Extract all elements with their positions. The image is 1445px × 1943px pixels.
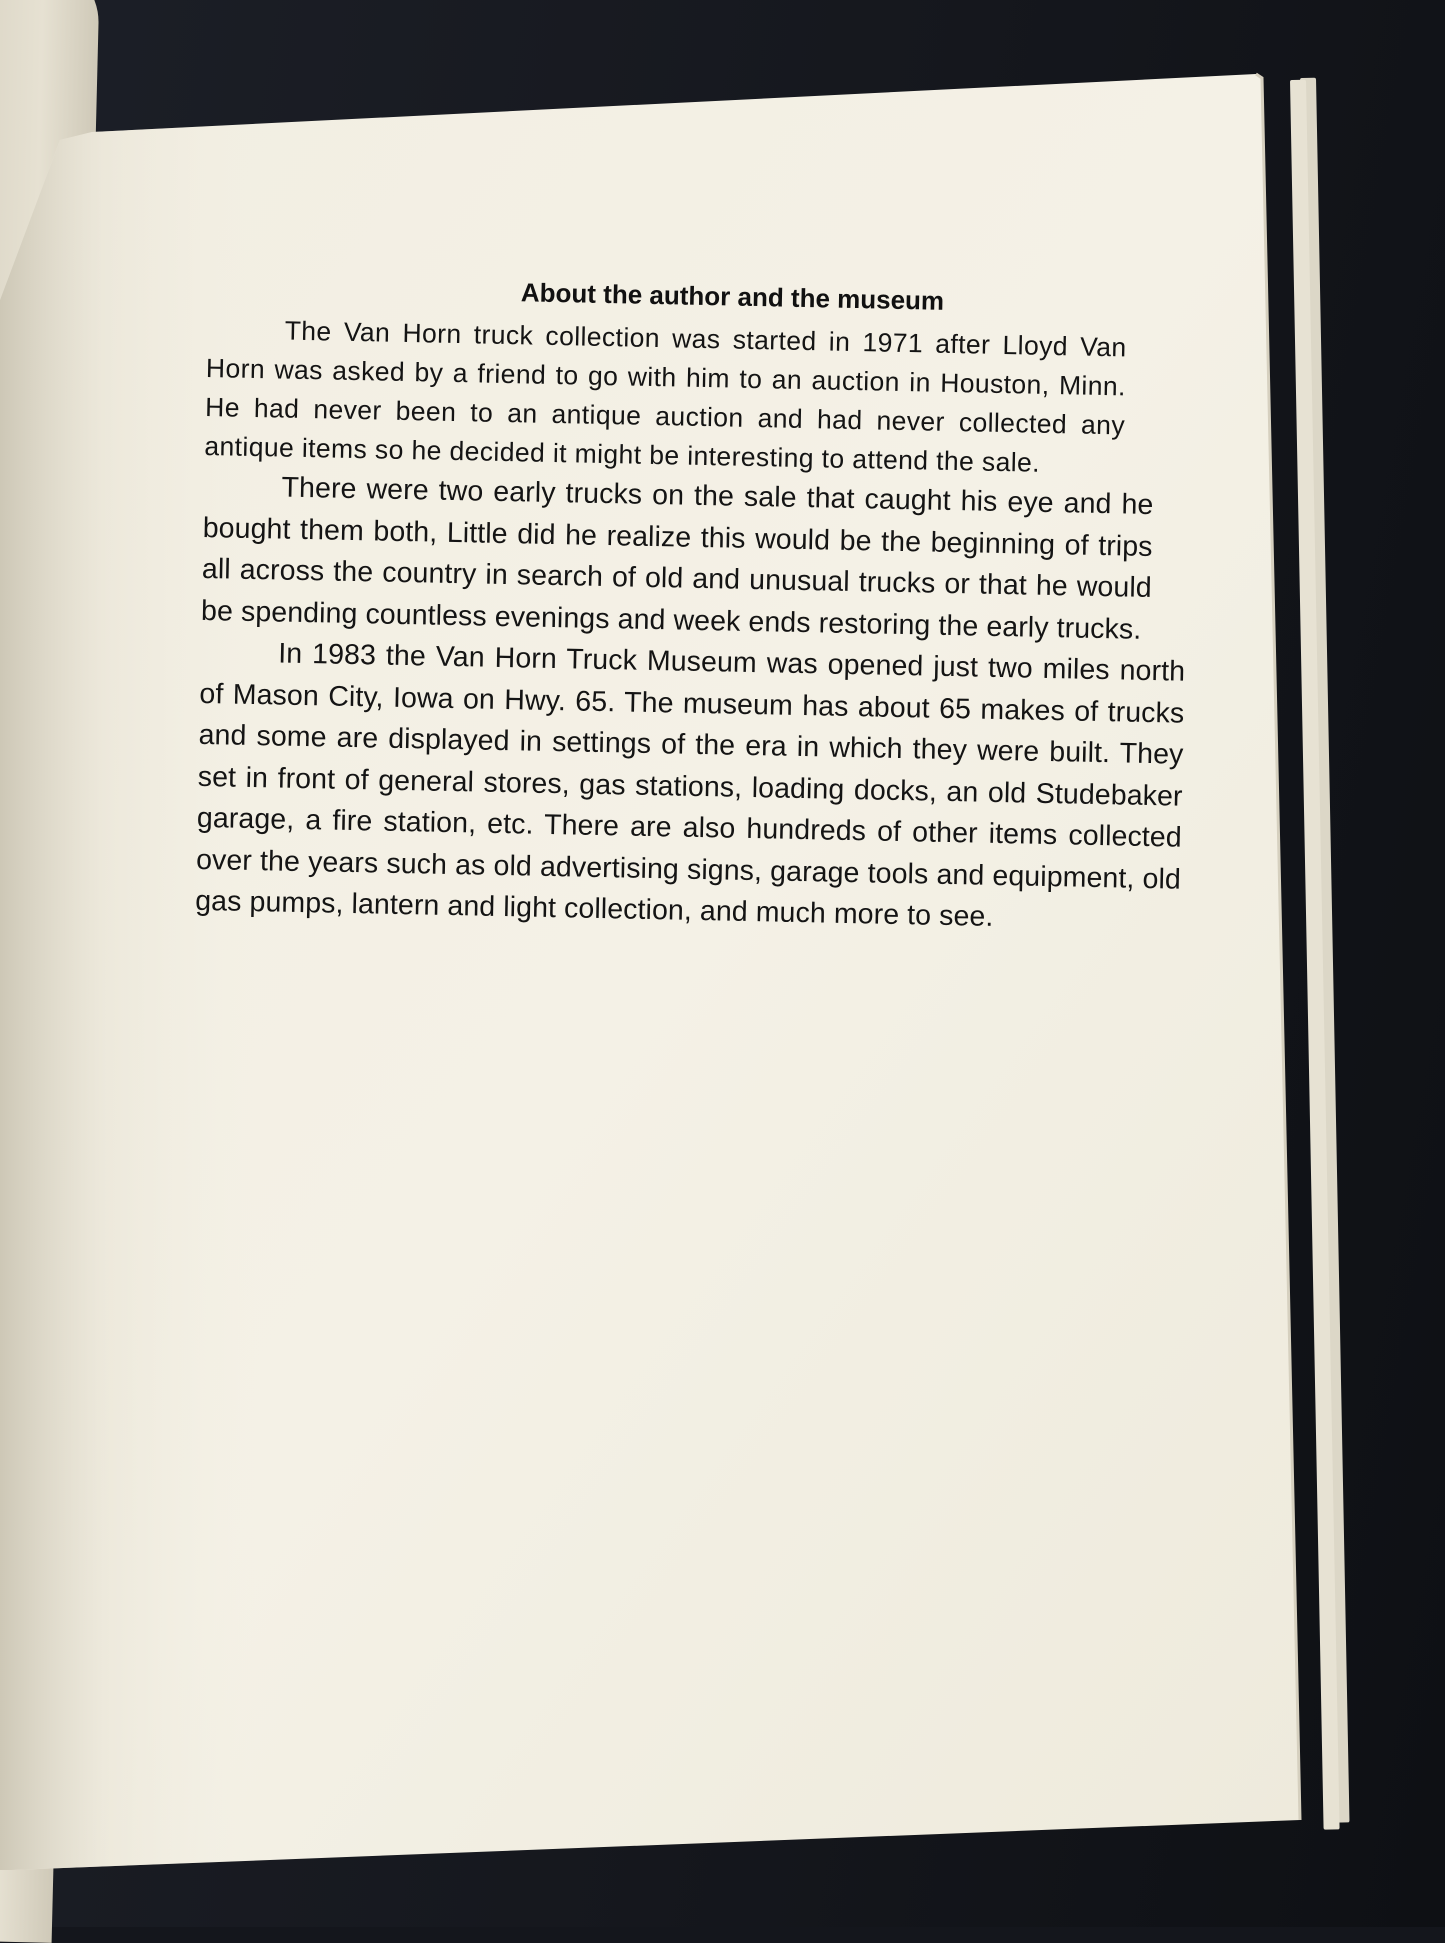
- paragraph-origin: The Van Horn truck collection was started in 1971 after Lloyd Van Horn was asked by a friend to go with him to an auction in Houston, Minn. He had never been to an antique auction and had never collected any antique items so he decided it might be interesting to attend the sale.: [204, 315, 1127, 478]
- paragraph-museum: In 1983 the Van Horn Truck Museum was opened just two miles north of Mason City, Iowa on Hwy. 65. The museum has about 65 makes of trucks and some are displayed in settings of the era in which they were built. They set in front of general stores, gas stations, loading docks, an old Studebaker garage, a fire station, etc. There are also hundreds of other items collected over the years such as old advertising signs, garage tools and equipment, old gas pumps, lantern and light collection, and much more to see.: [194, 637, 1186, 933]
- paragraph-first-trucks: There were two early trucks on the sale that caught his eye and he bought them both, Little did he realize this would be the beginning of trips all across the country in search of old and unusual trucks or that he would be spending countless evenings and week ends restoring the early trucks.: [200, 471, 1154, 646]
- page-text: [195, 268, 1198, 942]
- page-heading: About the author and the museum: [520, 277, 945, 316]
